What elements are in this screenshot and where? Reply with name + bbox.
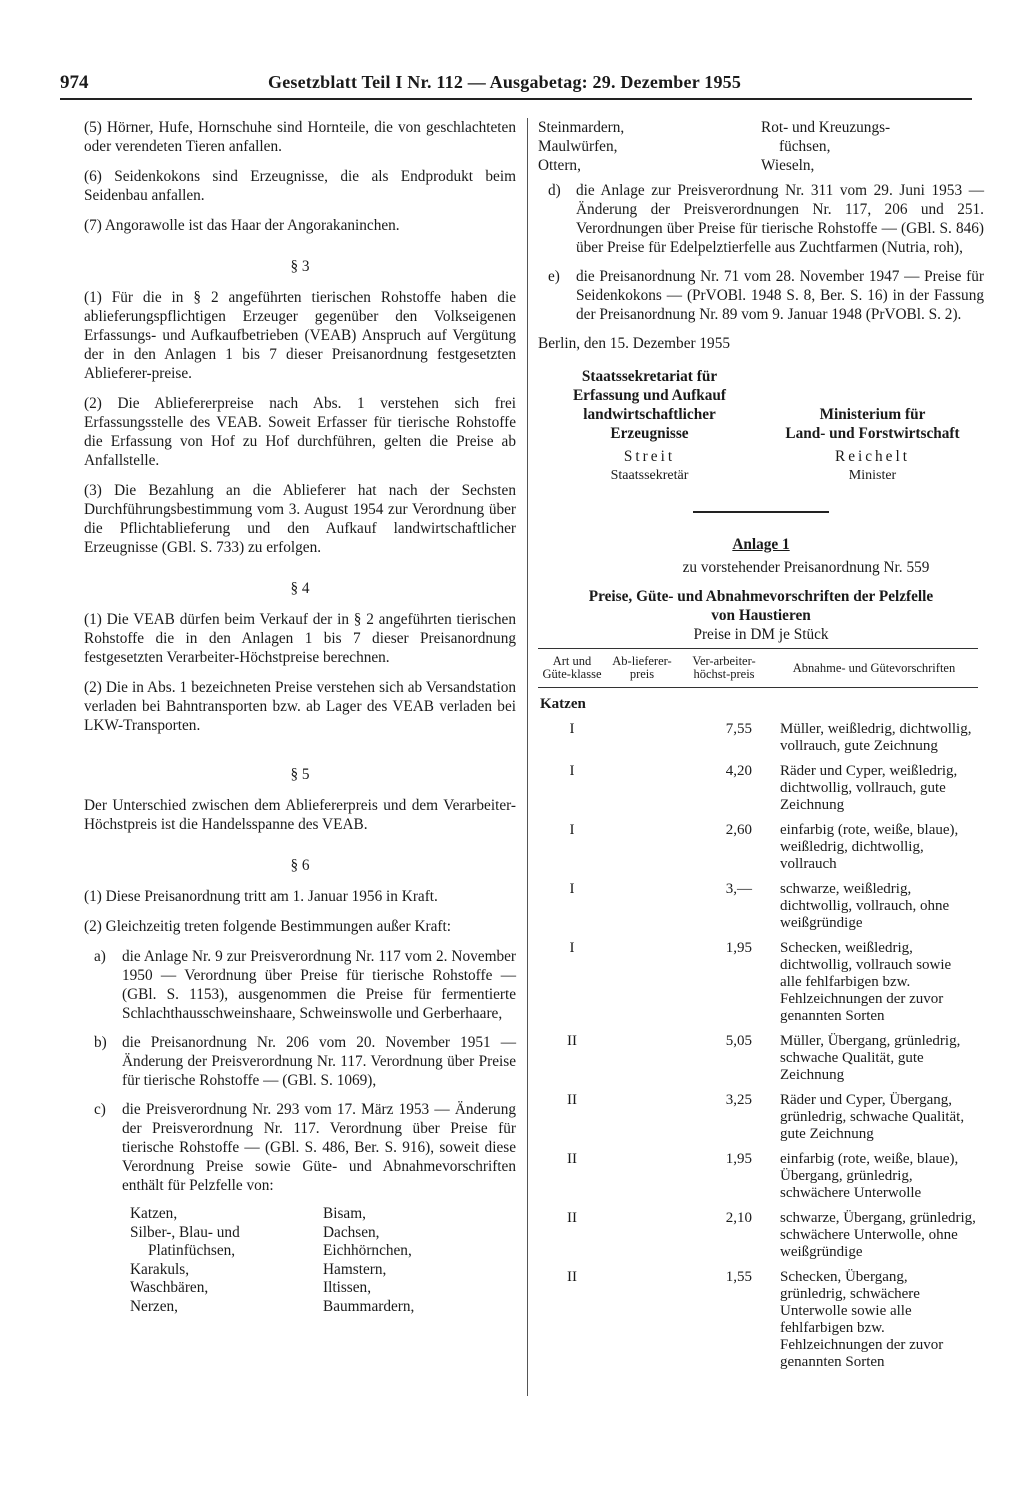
paragraph: (5) Hörner, Hufe, Hornschuhe sind Hornteile, die von geschlachteten oder verendeten Tieren anfallen. <box>84 119 516 155</box>
specification-cell: Räder und Cyper, Übergang, grünledrig, schwache Qualität, gute Zeichnung <box>780 1092 965 1142</box>
signatory-role: Minister <box>848 468 897 483</box>
quality-class-cell: I <box>569 881 575 897</box>
list-item <box>538 267 984 324</box>
list-item <box>84 1100 516 1195</box>
group-label: Katzen <box>540 696 586 712</box>
page-number: 974 <box>60 72 89 93</box>
signatory-org: Erfassung und Aufkauf <box>572 387 727 404</box>
paragraph: (2) Die Abliefererpreise nach Abs. 1 verstehen sich frei Erfassungsstelle des VEAB. Soweit Erfasser für tierische Rohstoffe die Erfassung von Hof zu Hof durchführen, gelten die Preise ab Anfallstelle. <box>84 395 516 469</box>
list-label: a) <box>94 948 106 965</box>
animal-item: Baummardern, <box>323 1297 415 1315</box>
animal-item: Platinfüchsen, <box>148 1242 236 1259</box>
quality-class-cell: II <box>567 1151 577 1167</box>
signatory-org: Staatssekretariat für <box>581 368 718 385</box>
paragraph: (2) Gleichzeitig treten folgende Bestimmungen außer Kraft: <box>84 918 451 935</box>
section-heading: § 5 <box>290 766 310 783</box>
table-row <box>538 820 978 879</box>
max-price-cell: 1,95 <box>725 940 752 956</box>
table-row <box>538 879 978 938</box>
max-price-cell: 7,55 <box>725 721 752 737</box>
list-text: die Preisanordnung Nr. 206 vom 20. November 1951 — Änderung der Preisverordnung Nr. 117. Verordnung über Preise für tierische Rohstoffe — (GBl. S. 1069), <box>122 1034 516 1089</box>
list-item <box>84 1033 516 1090</box>
price-table <box>538 648 978 1377</box>
column-divider <box>527 118 528 1396</box>
annex-title: Anlage 1 <box>732 536 790 553</box>
delivery-price-cell <box>606 1090 678 1149</box>
animal-item: Maulwürfen, <box>538 138 618 155</box>
specification-cell: einfarbig (rote, weiße, blaue), Übergang, grünledrig, schwächere Unterwolle <box>780 1151 959 1201</box>
animal-item: Nerzen, <box>130 1297 178 1315</box>
delivery-price-cell <box>606 1031 678 1090</box>
quality-class-cell: II <box>567 1033 577 1049</box>
list-label: b) <box>94 1034 107 1051</box>
list-label: d) <box>548 182 561 199</box>
max-price-cell: 1,95 <box>725 1151 752 1167</box>
signatory-name: Reichelt <box>835 448 910 465</box>
specification-cell: schwarze, Übergang, grünledrig, schwächere Unterwolle, ohne weißgründige <box>780 1210 976 1260</box>
paragraph: Der Unterschied zwischen dem Abliefererpreis und dem Verarbeiter-Höchstpreis ist die Handelsspanne des VEAB. <box>84 797 516 833</box>
delivery-price-cell <box>606 938 678 1031</box>
animal-item: Rot- und Kreuzungs- <box>761 119 891 136</box>
right-column <box>538 118 984 1377</box>
quality-class-cell: I <box>569 721 575 737</box>
table-row <box>538 719 978 761</box>
delivery-price-cell <box>606 719 678 761</box>
quality-class-cell: II <box>567 1092 577 1108</box>
animal-item: füchsen, <box>779 138 831 155</box>
annex-subtitle: zu vorstehender Preisanordnung Nr. 559 <box>682 559 930 576</box>
table-title: von Haustieren <box>711 607 811 624</box>
specification-cell: Schecken, weißledrig, dichtwollig, vollrauch sowie alle fehlfarbigen bzw. Fehlzeichnungen der zuvor genannten Sorten <box>780 940 952 1024</box>
signatory-name: Streit <box>623 448 676 465</box>
column-header: Abnahme- und Gütevorschriften <box>770 649 978 688</box>
paragraph: (1) Für die in § 2 angeführten tierischen Rohstoffe haben die ablieferungspflichtigen Erzeuger gegenüber den Volkseigenen Erfassungs- und Aufkaufbetrieben (VEAB) Anspruch auf Vergütung der in den Anlagen 1 bis 7 dieser Preisanordnung festgesetzten Ablieferer-preise. <box>84 289 516 382</box>
animal-item: Hamstern, <box>323 1260 387 1278</box>
table-row <box>538 1090 978 1149</box>
table-row <box>538 938 978 1031</box>
animal-list <box>130 1205 516 1316</box>
animal-item: Eichhörnchen, <box>323 1242 412 1259</box>
animal-item: Steinmardern, <box>538 119 625 136</box>
list-text: die Preisverordnung Nr. 293 vom 17. März 1953 — Änderung der Preisverordnung Nr. 117. Verordnung über Preise für tierische Rohstoffe — (GBl. S. 486, Ber. S. 916), soweit diese Verordnung Preise sowie Güte- und Abnahmevorschriften enthält für Pelzfelle von: <box>122 1101 516 1194</box>
delivery-price-cell <box>606 820 678 879</box>
table-row <box>538 761 978 820</box>
table-row <box>538 1149 978 1208</box>
header-title: Gesetzblatt Teil I Nr. 112 — Ausgabetag: 29. Dezember 1955 <box>268 72 742 92</box>
list-text: die Preisanordnung Nr. 71 vom 28. November 1947 — Preise für Seidenkokons — (PrVOBl. 1948 S. 8, Ber. S. 16) in der Fassung der Preisanordnung Nr. 89 vom 9. Januar 1948 (PrVOBl. S. 2). <box>576 268 984 323</box>
specification-cell: Räder und Cyper, weißledrig, dichtwollig, vollrauch, gute Zeichnung <box>780 763 958 813</box>
delivery-price-cell <box>606 1208 678 1267</box>
signatory-org: Land- und Forstwirtschaft <box>785 425 960 442</box>
delivery-price-cell <box>606 761 678 820</box>
animal-item: Ottern, <box>538 157 581 174</box>
paragraph: (1) Diese Preisanordnung tritt am 1. Januar 1956 in Kraft. <box>84 888 438 905</box>
paragraph: (3) Die Bezahlung an die Ablieferer hat nach der Sechsten Durchführungsbestimmung vom 3. August 1954 zur Verordnung über die Pflichtablieferung und den Aufkauf landwirtschaftlicher Erzeugnisse (GBl. S. 733) zu erfolgen. <box>84 482 516 556</box>
animal-list-left <box>130 1205 323 1316</box>
max-price-cell: 1,55 <box>725 1269 752 1285</box>
signature-block <box>538 367 984 485</box>
list-text: die Anlage Nr. 9 zur Preisverordnung Nr. 117 vom 2. November 1950 — Verordnung über Preise für tierische Rohstoffe — (GBl. S. 1153), ausgenommen die Preise für fermentierte Schlachthausschweinshaare, Schweinswolle und Gerberhaare, <box>122 948 516 1022</box>
animal-list-continued <box>538 118 984 175</box>
list-item <box>538 181 984 257</box>
animal-item: Katzen, <box>130 1205 178 1222</box>
animal-item: Waschbären, <box>130 1279 209 1296</box>
max-price-cell: 4,20 <box>725 763 752 779</box>
signatory-org: Erzeugnisse <box>610 425 689 442</box>
quality-class-cell: II <box>567 1269 577 1285</box>
delivery-price-cell <box>606 879 678 938</box>
separator-rule <box>693 511 829 513</box>
animal-list-left <box>538 118 761 175</box>
section-heading: § 4 <box>290 580 310 597</box>
list-label: e) <box>548 268 560 285</box>
list-label: c) <box>94 1101 106 1118</box>
animal-list-right <box>323 1205 516 1316</box>
table-row <box>538 1031 978 1090</box>
delivery-price-cell <box>606 1267 678 1377</box>
max-price-cell: 5,05 <box>725 1033 752 1049</box>
max-price-cell: 2,10 <box>725 1210 752 1226</box>
price-table-grid <box>538 648 978 1377</box>
table-unit: Preise in DM je Stück <box>693 626 829 643</box>
animal-list-right <box>761 118 984 175</box>
table-title: Preise, Güte- und Abnahmevorschriften der Pelzfelle <box>588 588 934 605</box>
paragraph: (7) Angorawolle ist das Haar der Angorakaninchen. <box>84 217 400 234</box>
specification-cell: Müller, weißledrig, dichtwollig, vollrauch, gute Zeichnung <box>780 721 972 754</box>
specification-cell: Schecken, Übergang, grünledrig, schwächere Unterwolle sowie alle fehlfarbigen bzw. Fehlzeichnungen der zuvor genannten Sorten <box>780 1269 944 1370</box>
paragraph: (2) Die in Abs. 1 bezeichneten Preise verstehen sich ab Versandstation verladen bei Bahntransporten bzw. ab Lager des VEAB verladen bei LKW-Transporten. <box>84 679 516 734</box>
animal-item: Wieseln, <box>761 157 815 174</box>
quality-class-cell: I <box>569 763 575 779</box>
specification-cell: Müller, Übergang, grünledrig, schwache Qualität, gute Zeichnung <box>780 1033 961 1083</box>
column-header: Ab-lieferer-preis <box>606 649 678 688</box>
paragraph: (1) Die VEAB dürfen beim Verkauf der in § 2 angeführten tierischen Rohstoffe die in den Anlagen 1 bis 7 dieser Preisanordnung festgesetzten Verarbeiter-Höchstpreise berechnen. <box>84 611 516 666</box>
delivery-price-cell <box>606 1149 678 1208</box>
section-heading: § 3 <box>290 258 310 275</box>
quality-class-cell: II <box>567 1210 577 1226</box>
place-date: Berlin, den 15. Dezember 1955 <box>538 335 731 352</box>
list-item <box>84 947 516 1023</box>
signatory-role: Staatssekretär <box>610 468 689 483</box>
specification-cell: einfarbig (rote, weiße, blaue), weißledrig, dichtwollig, vollrauch <box>780 822 959 872</box>
signatory-org: landwirtschaftlicher <box>583 406 716 423</box>
table-row <box>538 1267 978 1377</box>
signatory-org: Ministerium für <box>819 406 926 423</box>
table-row <box>538 1208 978 1267</box>
quality-class-cell: I <box>569 940 575 956</box>
quality-class-cell: I <box>569 822 575 838</box>
animal-item: Iltissen, <box>323 1279 372 1296</box>
column-header: Ver-arbeiter-höchst-preis <box>678 649 770 688</box>
left-column <box>84 118 516 1316</box>
max-price-cell: 3,— <box>725 881 752 897</box>
signature-left <box>538 367 761 485</box>
table-header-row <box>538 649 978 688</box>
page-header <box>60 72 972 100</box>
column-header: Art und Güte-klasse <box>538 649 606 688</box>
section-heading: § 6 <box>290 857 310 874</box>
signature-right <box>761 367 984 485</box>
animal-item: Silber-, Blau- und <box>130 1223 240 1241</box>
paragraph: (6) Seidenkokons sind Erzeugnisse, die als Endprodukt beim Seidenbau anfallen. <box>84 168 516 204</box>
specification-cell: schwarze, weißledrig, dichtwollig, vollrauch, ohne weißgründige <box>780 881 950 931</box>
list-text: die Anlage zur Preisverordnung Nr. 311 vom 29. Juni 1953 — Änderung der Preisverordnungen Nr. 117, 206 und 251. Verordnungen über Preise für tierische Rohstoffe — (GBl. S. 846) über Preise für Edelpelztierfelle aus Zuchtfarmen (Nutria, roh), <box>576 182 984 256</box>
table-group-row <box>538 688 978 720</box>
animal-item: Bisam, <box>323 1205 366 1222</box>
animal-item: Dachsen, <box>323 1223 380 1241</box>
max-price-cell: 2,60 <box>725 822 752 838</box>
max-price-cell: 3,25 <box>725 1092 752 1108</box>
animal-item: Karakuls, <box>130 1260 190 1278</box>
